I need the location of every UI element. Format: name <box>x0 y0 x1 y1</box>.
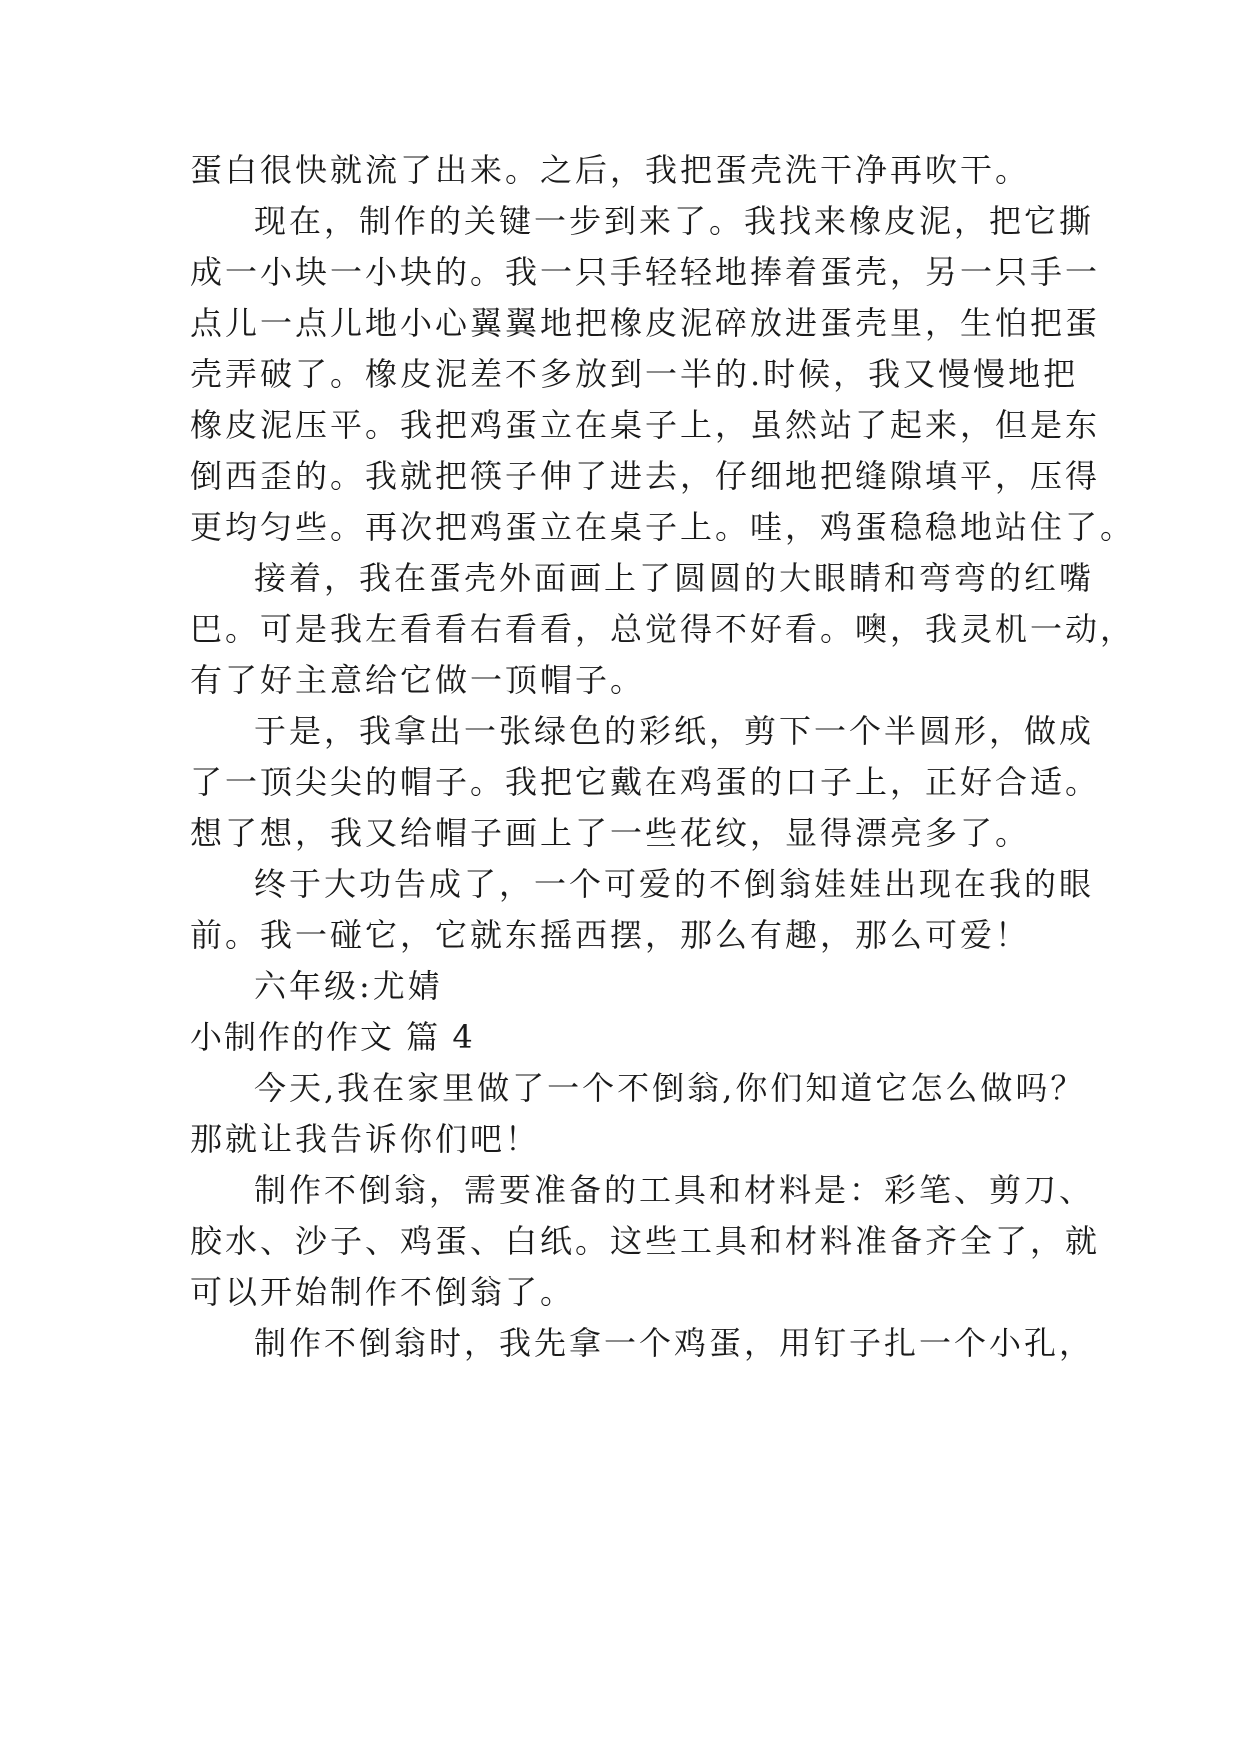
text-line: 倒西歪的。我就把筷子伸了进去，仔细地把缝隙填平，压得 <box>190 457 1101 495</box>
text-line: 接着，我在蛋壳外面画上了圆圆的大眼睛和弯弯的红嘴 <box>254 559 1095 597</box>
text-line: 制作不倒翁时，我先拿一个鸡蛋，用钉子扎一个小孔， <box>254 1324 1095 1362</box>
text-line: 蛋白很快就流了出来。之后，我把蛋壳洗干净再吹干。 <box>190 151 1031 189</box>
text-line: 壳弄破了。橡皮泥差不多放到一半的.时候，我又慢慢地把 <box>190 355 1079 393</box>
text-line: 成一小块一小块的。我一只手轻轻地捧着蛋壳，另一只手一 <box>190 253 1101 291</box>
text-line: 想了想，我又给帽子画上了一些花纹，显得漂亮多了。 <box>190 814 1031 852</box>
text-line: 前。我一碰它，它就东摇西摆，那么有趣，那么可爱！ <box>190 916 1031 954</box>
text-line: 胶水、沙子、鸡蛋、白纸。这些工具和材料准备齐全了，就 <box>190 1222 1101 1260</box>
text-line: 巴。可是我左看看右看看，总觉得不好看。噢，我灵机一动， <box>190 610 1136 648</box>
text-line: 点儿一点儿地小心翼翼地把橡皮泥碎放进蛋壳里，生怕把蛋 <box>190 304 1101 342</box>
text-line: 终于大功告成了，一个可爱的不倒翁娃娃出现在我的眼 <box>254 865 1095 903</box>
text-line: 更均匀些。再次把鸡蛋立在桌子上。哇，鸡蛋稳稳地站住了。 <box>190 508 1136 546</box>
text-line: 于是，我拿出一张绿色的彩纸，剪下一个半圆形，做成 <box>254 712 1095 750</box>
text-line: 今天,我在家里做了一个不倒翁,你们知道它怎么做吗？ <box>254 1069 1086 1107</box>
text-line: 橡皮泥压平。我把鸡蛋立在桌子上，虽然站了起来，但是东 <box>190 406 1101 444</box>
text-line: 可以开始制作不倒翁了。 <box>190 1273 576 1311</box>
text-line: 了一顶尖尖的帽子。我把它戴在鸡蛋的口子上，正好合适。 <box>190 763 1101 801</box>
author-line: 六年级:尤婧 <box>254 967 443 1005</box>
text-line: 制作不倒翁，需要准备的工具和材料是：彩笔、剪刀、 <box>254 1171 1095 1209</box>
text-line: 现在，制作的关键一步到来了。我找来橡皮泥，把它撕 <box>254 202 1095 240</box>
text-line: 有了好主意给它做一顶帽子。 <box>190 661 646 699</box>
text-line: 那就让我告诉你们吧！ <box>190 1120 541 1158</box>
section-heading: 小制作的作文 篇 4 <box>190 1018 475 1056</box>
